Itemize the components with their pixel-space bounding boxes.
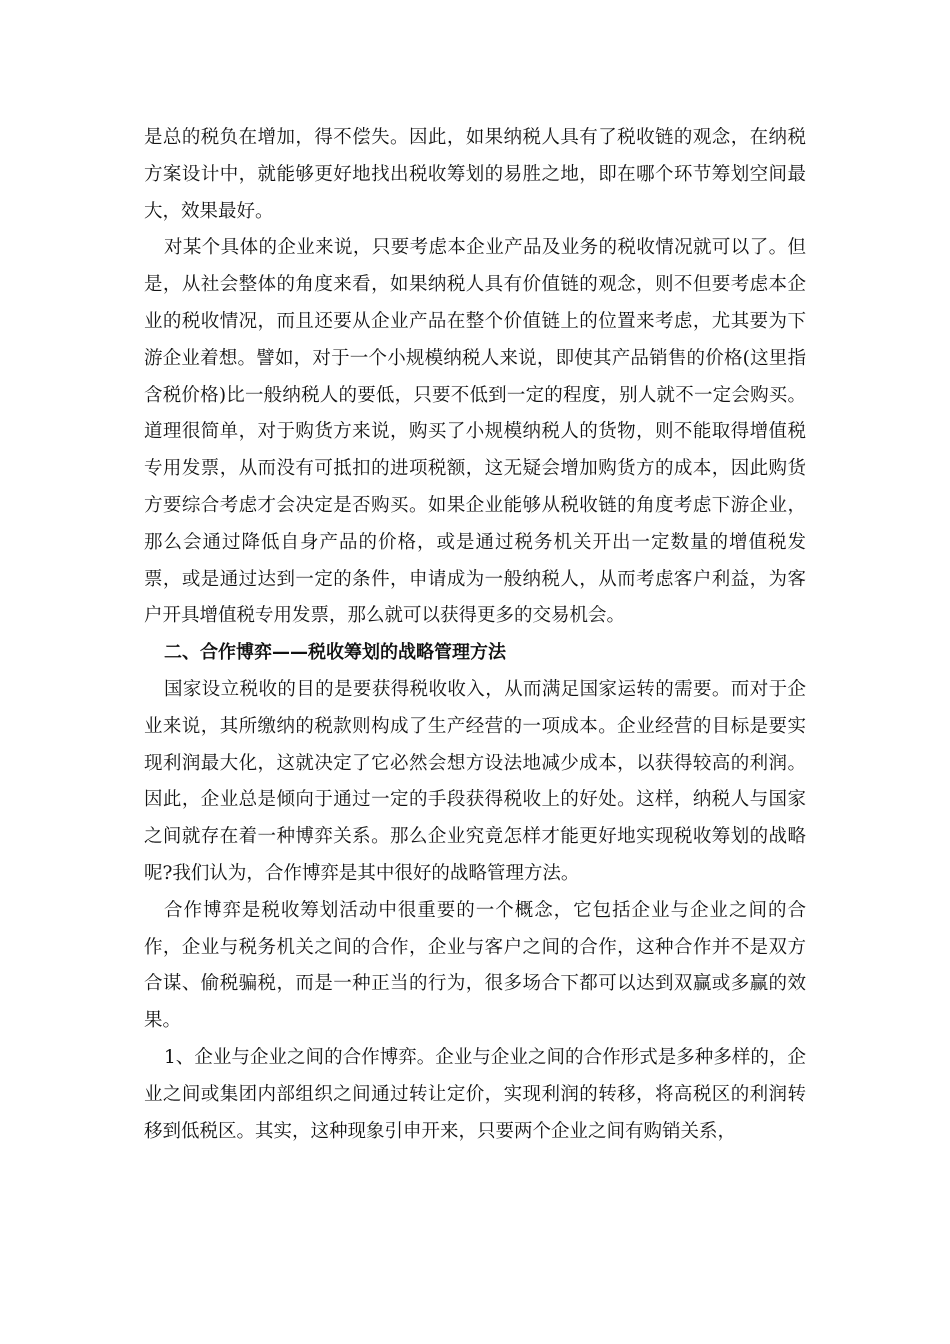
paragraph-tax-chain-downstream: 对某个具体的企业来说，只要考虑本企业产品及业务的税收情况就可以了。但是，从社会整体的角度来看，如果纳税人具有价值链的观念，则不但要考虑本企业的税收情况，而且还要从企业产品在整个价值链上的位置来考虑，尤其要为下游企业着想。譬如，对于一个小规模纳税人来说，即使其产品销售的价格(这里指含税价格)比一般纳税人的要低，只要不低到一定的程度，别人就不一定会购买。道理很简单，对于购货方来说，购买了小规模纳税人的货物，则不能取得增值税专用发票，从而没有可抵扣的进项税额，这无疑会增加购货方的成本，因此购货方要综合考虑才会决定是否购买。如果企业能够从税收链的角度考虑下游企业，那么会通过降低自身产品的价格，或是通过税务机关开出一定数量的增值税发票，或是通过达到一定的条件，申请成为一般纳税人，从而考虑客户利益，为客户开具增值税专用发票，那么就可以获得更多的交易机会。 (144, 237, 806, 627)
paragraph-state-enterprise-game: 国家设立税收的目的是要获得税收收入，从而满足国家运转的需要。而对于企业来说，其所缴纳的税款则构成了生产经营的一项成本。企业经营的目标是要实现利润最大化，这就决定了它必然会想方设法地减少成本，以获得较高的利润。因此，企业总是倾向于通过一定的手段获得税收上的好处。这样，纳税人与国家之间就存在着一种博弈关系。那么企业究竟怎样才能更好地实现税收筹划的战略呢?我们认为，合作博弈是其中很好的战略管理方法。 (144, 678, 806, 884)
paragraph-continuation: 是总的税负在增加，得不偿失。因此，如果纳税人具有了税收链的观念，在纳税方案设计中，就能够更好地找出税收筹划的易胜之地，即在哪个环节筹划空间最大，效果最好。 (144, 127, 806, 222)
paragraph-cooperative-game-concept: 合作博弈是税收筹划活动中很重要的一个概念，它包括企业与企业之间的合作，企业与税务机关之间的合作，企业与客户之间的合作，这种合作并不是双方合谋、偷税骗税，而是一种正当的行为，很多场合下都可以达到双赢或多赢的效果。 (144, 899, 806, 1032)
section-heading-cooperative-game: 二、合作博弈——税收筹划的战略管理方法 (164, 642, 506, 664)
paragraph-enterprise-cooperation: 1、企业与企业之间的合作博弈。企业与企业之间的合作形式是多种多样的，企业之间或集团内部组织之间通过转让定价，实现利润的转移，将高税区的利润转移到低税区。其实，这种现象引申开来，只要两个企业之间有购销关系， (144, 1046, 806, 1142)
document-body (144, 120, 806, 1150)
